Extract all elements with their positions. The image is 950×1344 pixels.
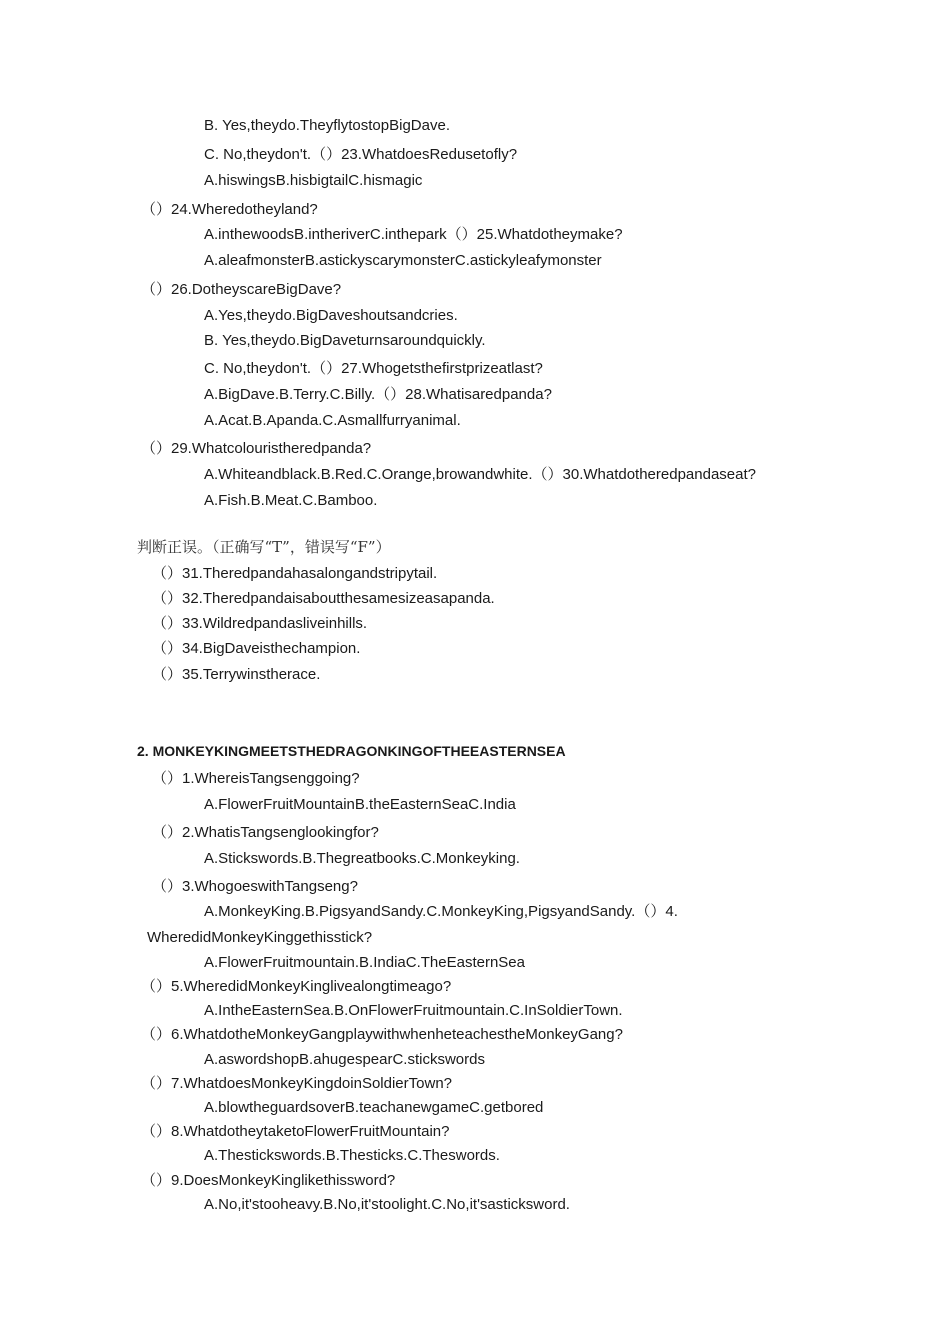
tf-item: （）34.BigDaveisthechampion. xyxy=(152,640,361,657)
answer-line: A.FlowerFruitmountain.B.IndiaC.TheEasternSea xyxy=(204,954,525,971)
answer-line: A.No,it'stooheavy.B.No,it'stoolight.C.No,it'sasticksword. xyxy=(204,1196,570,1213)
answer-line: A.BigDave.B.Terry.C.Billy.（）28.Whatisaredpanda? xyxy=(204,386,552,403)
answer-line: A.Whiteandblack.B.Red.C.Orange,browandwhite.（）30.Whatdotheredpandaseat? xyxy=(204,466,756,483)
answer-line: C. No,theydon't.（）27.Whogetsthefirstprizeatlast? xyxy=(204,360,543,377)
answer-line: A.Fish.B.Meat.C.Bamboo. xyxy=(204,492,378,509)
tf-item: （）35.Terrywinstherace. xyxy=(152,666,321,683)
question-line: （）9.DoesMonkeyKinglikethissword? xyxy=(141,1172,396,1189)
tf-item: （）32.Theredpandaisaboutthesamesizeasapanda. xyxy=(152,590,495,607)
question-line: （）5.WheredidMonkeyKinglivealongtimeago? xyxy=(141,978,452,995)
answer-line: A.blowtheguardsoverB.teachanewgameC.getbored xyxy=(204,1099,544,1116)
answer-line: A.Yes,theydo.BigDaveshoutsandcries. xyxy=(204,307,458,324)
question-line: WheredidMonkeyKinggethisstick? xyxy=(147,929,373,946)
answer-line: B. Yes,theydo.BigDaveturnsaroundquickly. xyxy=(204,332,486,349)
answer-line: A.Thestickswords.B.Thesticks.C.Theswords. xyxy=(204,1147,500,1164)
question-line: （）24.Wheredotheyland? xyxy=(141,201,318,218)
answer-line: A.Acat.B.Apanda.C.Asmallfurryanimal. xyxy=(204,412,461,429)
answer-line: A.Stickswords.B.Thegreatbooks.C.Monkeyking. xyxy=(204,850,520,867)
answer-line: A.aleafmonsterB.astickyscarymonsterC.astickyleafymonster xyxy=(204,252,602,269)
question-line: （）8.WhatdotheytaketoFlowerFruitMountain? xyxy=(141,1123,450,1140)
answer-line: A.IntheEasternSea.B.OnFlowerFruitmountain.C.InSoldierTown. xyxy=(204,1002,623,1019)
question-line: （）1.WhereisTangsenggoing? xyxy=(152,770,360,787)
answer-line: A.hiswingsB.hisbigtailC.hismagic xyxy=(204,172,423,189)
question-line: （）3.WhogoeswithTangseng? xyxy=(152,878,358,895)
tf-item: （）33.Wildredpandasliveinhills. xyxy=(152,615,368,632)
question-line: （）6.WhatdotheMonkeyGangplaywithwhenheteachestheMonkeyGang? xyxy=(141,1026,623,1043)
section-heading: 2. MONKEYKINGMEETSTHEDRAGONKINGOFTHEEASTERNSEA xyxy=(137,743,566,759)
tf-item: （）31.Theredpandahasalongandstripytail. xyxy=(152,565,438,582)
answer-line: A.aswordshopB.ahugespearC.stickswords xyxy=(204,1051,485,1068)
answer-line: A.FlowerFruitMountainB.theEasternSeaC.India xyxy=(204,796,516,813)
answer-line: A.MonkeyKing.B.PigsyandSandy.C.MonkeyKing,PigsyandSandy.（）4. xyxy=(204,903,678,920)
answer-line: B. Yes,theydo.TheyflytostopBigDave. xyxy=(204,117,450,134)
true-false-heading: 判断正误。（正确写“T”，错误写“F”） xyxy=(137,538,391,556)
question-line: （）2.WhatisTangsenglookingfor? xyxy=(152,824,379,841)
answer-line: C. No,theydon't.（）23.WhatdoesRedusetofly? xyxy=(204,146,518,163)
question-line: （）26.DotheyscareBigDave? xyxy=(141,281,342,298)
question-line: （）29.Whatcolouristheredpanda? xyxy=(141,440,372,457)
answer-line: A.inthewoodsB.intheriverC.inthepark（）25.Whatdotheymake? xyxy=(204,226,623,243)
question-line: （）7.WhatdoesMonkeyKingdoinSoldierTown? xyxy=(141,1075,453,1092)
